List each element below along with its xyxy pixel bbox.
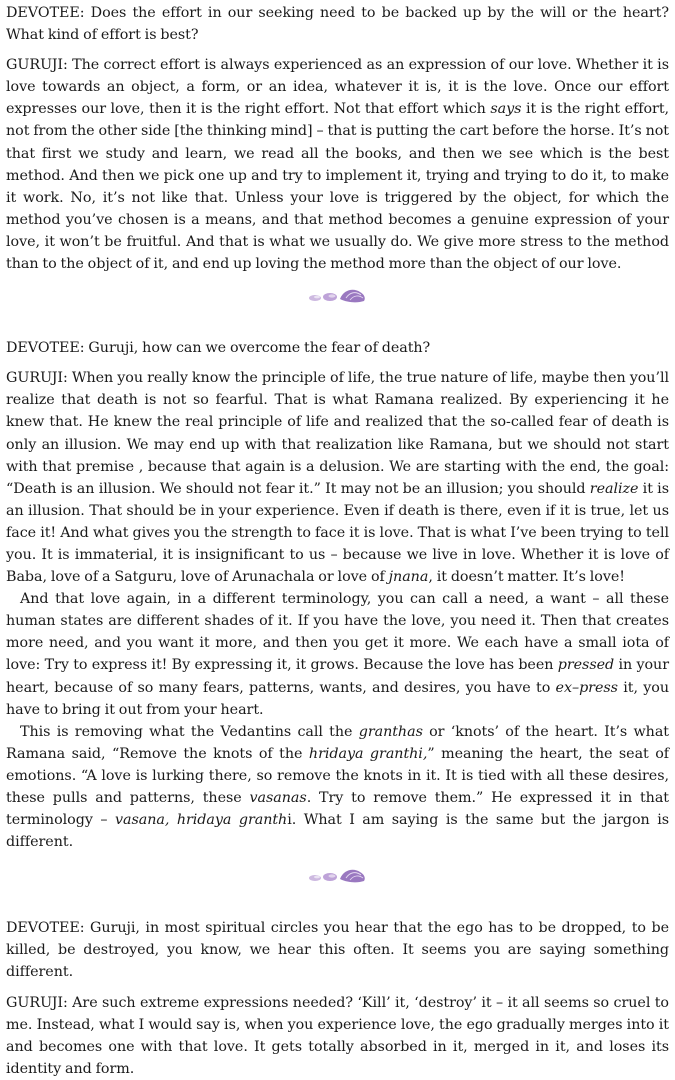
answer-text: This is removing what the Vedantins call the — [20, 723, 359, 740]
section-divider-2 — [6, 861, 669, 891]
guruji-answer-1 — [6, 54, 669, 275]
answer-text: ” meaning the heart, the seat of emotions. “A love is lurking there, so remove the knots in it. It is tied with all these desires, these pulls and patterns, these — [6, 745, 670, 806]
lotus-petals-ornament-icon — [306, 286, 370, 306]
guruji-answer-3: GURUJI: Are such extreme expressions needed? ‘Kill’ it, ‘destroy’ it – it all seems so cruel to me. Instead, what I would say is, when you experience love, the ego gradually merges into it and becomes one with that love. It gets totally absorbed in it, merged in it, and loses its identity and form. — [6, 994, 669, 1077]
answer-text: And that love again, in a different terminology, you can call a need, a want – all these human states are different shades of it. If you have the love, you need it. Then that creates more need, and you want it more, and then you get it more. We each have a small iota of love: Try to express it! By expressing it, it grows. Because the love has been — [6, 591, 669, 674]
answer-text: GURUJI: When you really know the principle of life, the true nature of life, maybe then you’ll realize that death is not so fearful. That is what Ramana realized. By experiencing it he knew that. He knew the real principle of life and realized that the so-called fear of death is only an illusion. We may end up with that realization like Ramana, but we should not start with that premise , because that again is a delusion. We are starting with the end, the goal: “Death is an illusion. We should not fear it.” It may not be an illusion; you should — [6, 370, 669, 497]
guruji-answer-2-para-2 — [6, 588, 669, 721]
answer-text: , it doesn’t matter. It’s love! — [428, 569, 625, 586]
answer-text: or ‘knots’ of the heart. It’s what Ramana said, “Remove the knots of the — [6, 723, 669, 762]
emphasis: says — [490, 101, 522, 118]
emphasis: vasana, hridaya granth — [114, 812, 288, 829]
section-divider-1 — [6, 281, 669, 311]
answer-text: GURUJI: The correct effort is always experienced as an expression of our love. Whether it is love towards an object, a form, or an idea, whatever it is, it is the love. Once our effort expresses our love, then it is the right effort. Not that effort which — [6, 57, 669, 118]
emphasis: granthas — [358, 723, 423, 740]
answer-text: it is the right effort, not from the other side [the thinking mind] – that is putting the cart before the horse. It’s not that first we study and learn, we read all the books, and then we see which is the best method. And then we pick one up and try to implement it, trying and trying to do it, to make it work. No, it’s not like that. Unless your love is triggered by the object, for which the method you’ve chosen is a means, and that method becomes a genuine expression of your love, it won’t be fruitful. And that is what we usually do. We give more stress to the method than to the object of it, and end up loving the method more than the object of our love. — [6, 101, 670, 273]
lotus-petals-ornament-icon — [306, 866, 370, 886]
answer-text: in your heart, because of so many fears, patterns, wants, and desires, you have to — [6, 657, 669, 696]
answer-text: . Try to remove them.” He expressed it in that terminology – — [6, 790, 670, 829]
guruji-answer-2 — [6, 367, 669, 588]
devotee-question-1: DEVOTEE: Does the effort in our seeking need to be backed up by the will or the heart? What kind of effort is best? — [6, 5, 669, 44]
emphasis: hridaya granthi, — [308, 745, 428, 762]
emphasis: realize — [589, 480, 639, 497]
emphasis: pressed — [557, 657, 615, 674]
devotee-question-2: DEVOTEE: Guruji, how can we overcome the fear of death? — [6, 340, 431, 357]
emphasis: jnana — [388, 569, 429, 586]
emphasis: vasanas — [249, 790, 307, 806]
answer-text: i. What I am saying is the same but the jargon is different. — [6, 812, 670, 851]
answer-text: it, you have to bring it out from your heart. — [6, 679, 669, 718]
devotee-question-3: DEVOTEE: Guruji, in most spiritual circles you hear that the ego has to be dropped, to be killed, be destroyed, you know, we hear this often. It seems you are saying something different. — [6, 920, 669, 981]
guruji-answer-2-para-3 — [6, 721, 669, 854]
spacer — [6, 311, 669, 337]
answer-text: it is an illusion. That should be in your experience. Even if death is there, even if it is true, let us face it! And what gives you the strength to face it is love. That is what I’ve been trying to tell you. It is immaterial, it is insignificant to us – because we live in love. Whether it is love of Baba, love of a Satguru, love of Arunachala or love of — [6, 480, 669, 586]
emphasis: ex–press — [555, 679, 618, 696]
spacer — [6, 891, 669, 917]
